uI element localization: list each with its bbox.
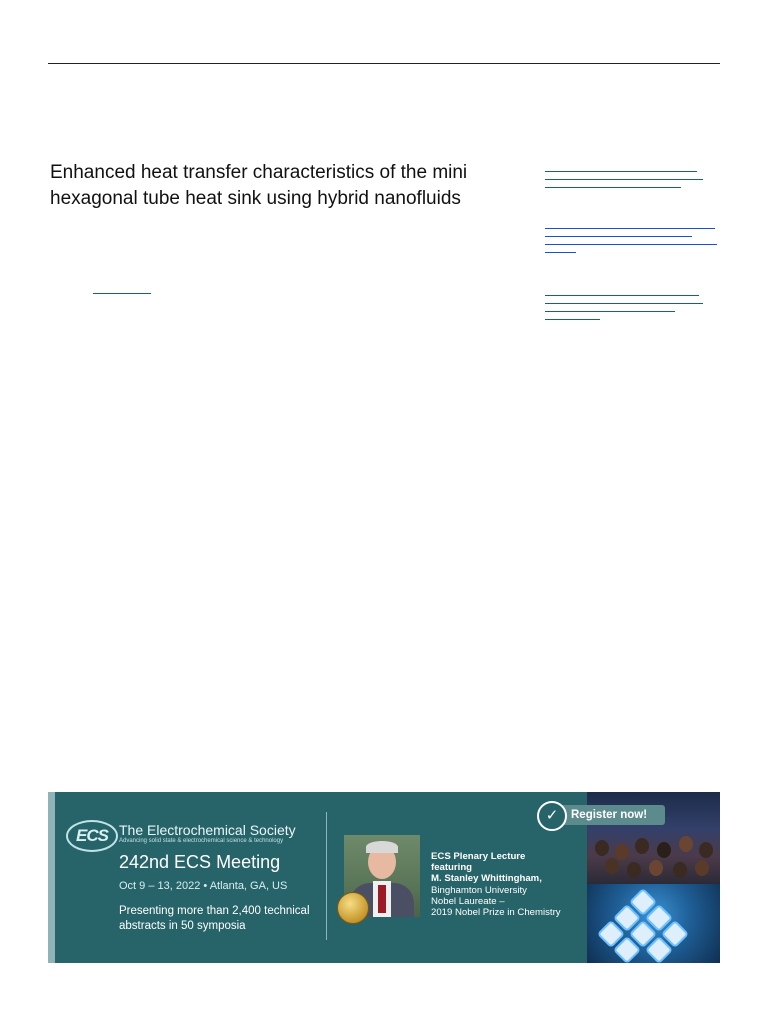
register-now-label: Register now! (557, 805, 665, 825)
lecture-prize: 2019 Nobel Prize in Chemistry (431, 907, 561, 919)
ecs-meeting-banner[interactable] (48, 792, 720, 963)
ecs-logo: ECS (66, 820, 118, 852)
lecture-laureate: Nobel Laureate – (431, 895, 505, 907)
society-name: The Electrochemical Society (119, 822, 296, 838)
plenary-lecture-info (431, 851, 601, 918)
lecture-line-1: ECS Plenary Lecture (431, 851, 526, 862)
sidebar-related-link-3[interactable] (545, 295, 725, 327)
article-title: Enhanced heat transfer characteristics of the mini hexagonal tube heat sink using hybrid nanofluids (50, 162, 468, 209)
society-tagline: Advancing solid state & electrochemical science & technology (119, 838, 284, 844)
technology-graphic (587, 884, 720, 963)
register-now-button[interactable] (537, 803, 663, 827)
banner-divider (326, 812, 327, 940)
lecture-affiliation: Binghamton University (431, 884, 527, 896)
author-link[interactable] (93, 283, 151, 294)
check-circle-icon: ✓ (537, 801, 567, 831)
lecture-line-2: featuring (431, 862, 473, 874)
meeting-dates: Oct 9 – 13, 2022 • Atlanta, GA, US (119, 880, 288, 892)
meeting-title: 242nd ECS Meeting (119, 852, 281, 872)
lecture-speaker: M. Stanley Whittingham, (431, 873, 542, 885)
sidebar-related-link-2[interactable] (545, 228, 725, 260)
presenting-text: Presenting more than 2,400 technical abstracts in 50 symposia (119, 905, 310, 932)
header-rule (48, 63, 720, 64)
banner-stripe (48, 792, 55, 963)
sidebar-related-link-1[interactable] (545, 171, 725, 195)
nobel-medal-icon (337, 892, 369, 924)
